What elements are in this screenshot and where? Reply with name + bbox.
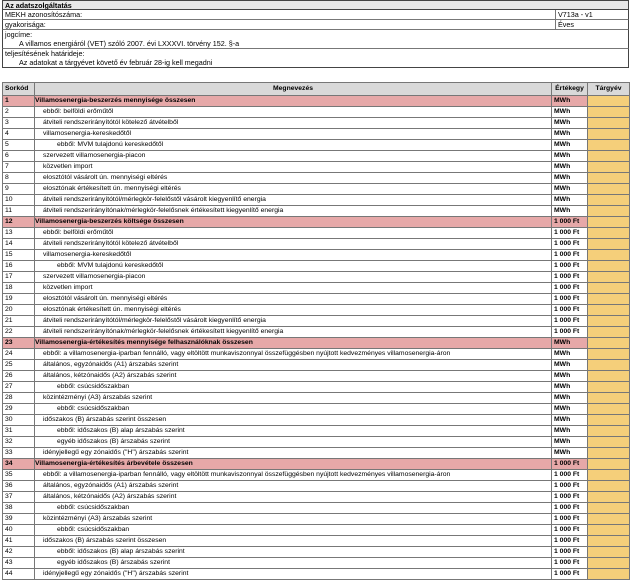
row-code: 4 <box>3 129 35 140</box>
row-code: 37 <box>3 492 35 503</box>
mekh-id-value: V713a - v1 <box>555 10 628 19</box>
row-code: 22 <box>3 327 35 338</box>
row-unit: MWh <box>552 349 588 360</box>
row-unit: 1 000 Ft <box>552 305 588 316</box>
table-group-row <box>3 217 630 228</box>
table-row <box>3 305 630 316</box>
table-row <box>3 195 630 206</box>
row-year-value-input[interactable] <box>588 470 630 481</box>
table-row <box>3 569 630 580</box>
row-year-value-input[interactable] <box>588 294 630 305</box>
row-year-value-input[interactable] <box>588 393 630 404</box>
table-row <box>3 558 630 569</box>
data-table <box>2 82 630 580</box>
row-year-value-input[interactable] <box>588 206 630 217</box>
row-year-value-input[interactable] <box>588 184 630 195</box>
table-row <box>3 118 630 129</box>
deadline-value: Az adatokat a tárgyévet követő év február 28-ig kell megadni <box>2 58 629 68</box>
row-year-value-input[interactable] <box>588 217 630 228</box>
row-year-value-input[interactable] <box>588 96 630 107</box>
row-name: ebből: MVM tulajdonú kereskedőtől <box>35 261 552 272</box>
row-unit: MWh <box>552 382 588 393</box>
row-code: 7 <box>3 162 35 173</box>
row-name: átviteli rendszerirányítótól/mérlegkör-felelőstől vásárolt kiegyenlítő energia <box>35 316 552 327</box>
row-name: ebből: a villamosenergia-iparban fennálló, vagy eltöltött munkaviszonnyal összefüggésben nyújtott kedvezményes villamosenergia-áron <box>35 470 552 481</box>
row-name: villamosenergia-kereskedőtől <box>35 250 552 261</box>
row-name: egyéb időszakos (B) árszabás szerint <box>35 558 552 569</box>
row-year-value-input[interactable] <box>588 569 630 580</box>
row-unit: MWh <box>552 107 588 118</box>
row-unit: MWh <box>552 118 588 129</box>
row-year-value-input[interactable] <box>588 426 630 437</box>
row-name: közintézményi (A3) árszabás szerint <box>35 514 552 525</box>
row-code: 42 <box>3 547 35 558</box>
row-unit: MWh <box>552 437 588 448</box>
row-year-value-input[interactable] <box>588 492 630 503</box>
row-year-value-input[interactable] <box>588 118 630 129</box>
row-year-value-input[interactable] <box>588 525 630 536</box>
row-unit: 1 000 Ft <box>552 283 588 294</box>
table-row <box>3 503 630 514</box>
row-year-value-input[interactable] <box>588 536 630 547</box>
row-code: 3 <box>3 118 35 129</box>
table-row <box>3 283 630 294</box>
frequency-label: gyakorisága: <box>5 20 46 29</box>
row-unit: MWh <box>552 448 588 459</box>
row-unit: MWh <box>552 96 588 107</box>
row-code: 40 <box>3 525 35 536</box>
row-name: időszakos (B) árszabás szerint összesen <box>35 415 552 426</box>
row-year-value-input[interactable] <box>588 129 630 140</box>
row-unit: 1 000 Ft <box>552 327 588 338</box>
row-unit: 1 000 Ft <box>552 525 588 536</box>
row-code: 2 <box>3 107 35 118</box>
row-code: 30 <box>3 415 35 426</box>
table-row <box>3 437 630 448</box>
table-row <box>3 151 630 162</box>
row-unit: MWh <box>552 206 588 217</box>
row-year-value-input[interactable] <box>588 195 630 206</box>
row-code: 27 <box>3 382 35 393</box>
row-name: ebből: a villamosenergia-iparban fennálló, vagy eltöltött munkaviszonnyal összefüggésben nyújtott kedvezményes villamosenergia-áron <box>35 349 552 360</box>
row-name: ebből: csúcsidőszakban <box>35 382 552 393</box>
row-year-value-input[interactable] <box>588 349 630 360</box>
row-name: ebből: csúcsidőszakban <box>35 404 552 415</box>
table-row <box>3 547 630 558</box>
table-group-row <box>3 96 630 107</box>
spacer <box>2 68 629 82</box>
row-name: idényjellegű egy zónaidős ("H") árszabás szerint <box>35 448 552 459</box>
row-name: átviteli rendszerirányítónak/mérlegkör-felelősnek értékesített kiegyenlítő energia <box>35 206 552 217</box>
row-year-value-input[interactable] <box>588 382 630 393</box>
table-row <box>3 415 630 426</box>
row-year-value-input[interactable] <box>588 140 630 151</box>
row-code: 32 <box>3 437 35 448</box>
row-code: 33 <box>3 448 35 459</box>
table-row <box>3 272 630 283</box>
row-code: 28 <box>3 393 35 404</box>
row-name: ebből: csúcsidőszakban <box>35 503 552 514</box>
row-unit: MWh <box>552 426 588 437</box>
table-row <box>3 129 630 140</box>
table-row <box>3 492 630 503</box>
row-unit: 1 000 Ft <box>552 547 588 558</box>
row-code: 24 <box>3 349 35 360</box>
row-name: elosztótól vásárolt ún. mennyiségi eltérés <box>35 294 552 305</box>
row-name: átviteli rendszerirányítónak/mérlegkör-felelősnek értékesített kiegyenlítő energia <box>35 327 552 338</box>
row-name: elosztónak értékesített ún. mennyiségi eltérés <box>35 305 552 316</box>
row-unit: 1 000 Ft <box>552 294 588 305</box>
row-year-value-input[interactable] <box>588 228 630 239</box>
table-row <box>3 250 630 261</box>
row-name: szervezett villamosenergia-piacon <box>35 151 552 162</box>
row-unit: 1 000 Ft <box>552 503 588 514</box>
row-name: közvetlen import <box>35 162 552 173</box>
row-name: idényjellegű egy zónaidős ("H") árszabás szerint <box>35 569 552 580</box>
row-code: 15 <box>3 250 35 261</box>
row-code: 19 <box>3 294 35 305</box>
row-unit: 1 000 Ft <box>552 569 588 580</box>
table-row <box>3 239 630 250</box>
row-code: 44 <box>3 569 35 580</box>
row-year-value-input[interactable] <box>588 283 630 294</box>
frequency-row <box>2 20 629 30</box>
row-unit: 1 000 Ft <box>552 217 588 228</box>
row-year-value-input[interactable] <box>588 327 630 338</box>
row-unit: MWh <box>552 393 588 404</box>
row-name: elosztónak értékesített ún. mennyiségi eltérés <box>35 184 552 195</box>
row-code: 5 <box>3 140 35 151</box>
column-header-unit: Értékegy <box>552 83 588 96</box>
table-row <box>3 382 630 393</box>
table-row <box>3 536 630 547</box>
row-name: elosztótól vásárolt ún. mennyiségi eltérés <box>35 173 552 184</box>
row-name: szervezett villamosenergia-piacon <box>35 272 552 283</box>
table-row <box>3 162 630 173</box>
table-row <box>3 206 630 217</box>
row-year-value-input[interactable] <box>588 371 630 382</box>
table-row <box>3 294 630 305</box>
frequency-value: Éves <box>555 20 628 29</box>
row-code: 38 <box>3 503 35 514</box>
row-code: 31 <box>3 426 35 437</box>
row-name: ebből: MVM tulajdonú kereskedőtől <box>35 140 552 151</box>
row-year-value-input[interactable] <box>588 415 630 426</box>
row-name: ebből: belföldi erőműtől <box>35 107 552 118</box>
row-unit: MWh <box>552 371 588 382</box>
row-unit: MWh <box>552 415 588 426</box>
row-unit: 1 000 Ft <box>552 514 588 525</box>
row-year-value-input[interactable] <box>588 437 630 448</box>
row-year-value-input[interactable] <box>588 151 630 162</box>
row-code: 10 <box>3 195 35 206</box>
legal-basis-label: jogcíme: <box>2 30 629 39</box>
column-header-name: Megnevezés <box>35 83 552 96</box>
row-unit: 1 000 Ft <box>552 492 588 503</box>
row-name: átviteli rendszerirányítótól/mérlegkör-felelőstől vásárolt kiegyenlítő energia <box>35 195 552 206</box>
row-year-value-input[interactable] <box>588 360 630 371</box>
table-row <box>3 514 630 525</box>
row-code: 36 <box>3 481 35 492</box>
row-code: 8 <box>3 173 35 184</box>
row-unit: MWh <box>552 195 588 206</box>
row-code: 21 <box>3 316 35 327</box>
column-header-year: Tárgyév <box>588 83 630 96</box>
table-row <box>3 228 630 239</box>
deadline-label: teljesítésének határideje: <box>2 49 629 58</box>
column-header-code: Sorkód <box>3 83 35 96</box>
row-name: egyéb időszakos (B) árszabás szerint <box>35 437 552 448</box>
row-code: 6 <box>3 151 35 162</box>
row-name: Villamosenergia-értékesítés árbevétele összesen <box>35 459 552 470</box>
row-name: időszakos (B) árszabás szerint összesen <box>35 536 552 547</box>
row-code: 20 <box>3 305 35 316</box>
row-unit: MWh <box>552 162 588 173</box>
table-row <box>3 327 630 338</box>
row-unit: MWh <box>552 129 588 140</box>
row-name: közintézményi (A3) árszabás szerint <box>35 393 552 404</box>
row-year-value-input[interactable] <box>588 448 630 459</box>
row-year-value-input[interactable] <box>588 503 630 514</box>
table-row <box>3 470 630 481</box>
table-row <box>3 371 630 382</box>
row-unit: 1 000 Ft <box>552 261 588 272</box>
row-unit: 1 000 Ft <box>552 481 588 492</box>
row-name: ebből: csúcsidőszakban <box>35 525 552 536</box>
row-year-value-input[interactable] <box>588 162 630 173</box>
row-name: átviteli rendszerirányítótól kötelező átvételből <box>35 239 552 250</box>
row-code: 12 <box>3 217 35 228</box>
row-unit: 1 000 Ft <box>552 272 588 283</box>
row-unit: 1 000 Ft <box>552 228 588 239</box>
row-code: 26 <box>3 371 35 382</box>
row-year-value-input[interactable] <box>588 316 630 327</box>
row-code: 34 <box>3 459 35 470</box>
row-year-value-input[interactable] <box>588 404 630 415</box>
table-row <box>3 349 630 360</box>
row-year-value-input[interactable] <box>588 173 630 184</box>
row-unit: MWh <box>552 404 588 415</box>
row-year-value-input[interactable] <box>588 239 630 250</box>
row-code: 25 <box>3 360 35 371</box>
table-row <box>3 404 630 415</box>
row-name: ebből: belföldi erőműtől <box>35 228 552 239</box>
row-code: 9 <box>3 184 35 195</box>
row-name: általános, kétzónaidős (A2) árszabás szerint <box>35 492 552 503</box>
row-name: ebből: időszakos (B) alap árszabás szerint <box>35 426 552 437</box>
row-code: 39 <box>3 514 35 525</box>
row-year-value-input[interactable] <box>588 272 630 283</box>
table-row <box>3 316 630 327</box>
mekh-id-row <box>2 10 629 20</box>
row-code: 17 <box>3 272 35 283</box>
row-code: 23 <box>3 338 35 349</box>
table-row <box>3 360 630 371</box>
row-code: 16 <box>3 261 35 272</box>
row-unit: MWh <box>552 338 588 349</box>
table-row <box>3 481 630 492</box>
row-name: Villamosenergia-beszerzés költsége összesen <box>35 217 552 228</box>
table-header-row <box>3 83 630 96</box>
row-year-value-input[interactable] <box>588 261 630 272</box>
row-year-value-input[interactable] <box>588 250 630 261</box>
row-unit: MWh <box>552 184 588 195</box>
row-year-value-input[interactable] <box>588 514 630 525</box>
row-name: közvetlen import <box>35 283 552 294</box>
legal-basis-value: A villamos energiáról (VET) szóló 2007. évi LXXXVI. törvény 152. §-a <box>2 39 629 49</box>
row-name: általános, kétzónaidős (A2) árszabás szerint <box>35 371 552 382</box>
row-unit: MWh <box>552 140 588 151</box>
row-unit: 1 000 Ft <box>552 250 588 261</box>
row-name: általános, egyzónaidős (A1) árszabás szerint <box>35 481 552 492</box>
row-name: Villamosenergia-beszerzés mennyisége összesen <box>35 96 552 107</box>
row-code: 14 <box>3 239 35 250</box>
row-year-value-input[interactable] <box>588 558 630 569</box>
table-row <box>3 261 630 272</box>
row-name: Villamosenergia-értékesítés mennyisége felhasználóknak összesen <box>35 338 552 349</box>
row-year-value-input[interactable] <box>588 305 630 316</box>
row-unit: 1 000 Ft <box>552 470 588 481</box>
row-code: 18 <box>3 283 35 294</box>
table-group-row <box>3 459 630 470</box>
row-code: 41 <box>3 536 35 547</box>
row-unit: MWh <box>552 151 588 162</box>
table-row <box>3 173 630 184</box>
table-group-row <box>3 338 630 349</box>
row-unit: 1 000 Ft <box>552 239 588 250</box>
row-unit: 1 000 Ft <box>552 536 588 547</box>
row-year-value-input[interactable] <box>588 107 630 118</box>
row-unit: MWh <box>552 360 588 371</box>
table-row <box>3 393 630 404</box>
table-row <box>3 525 630 536</box>
row-name: ebből: időszakos (B) alap árszabás szerint <box>35 547 552 558</box>
row-code: 11 <box>3 206 35 217</box>
row-unit: MWh <box>552 173 588 184</box>
row-unit: 1 000 Ft <box>552 316 588 327</box>
row-year-value-input[interactable] <box>588 547 630 558</box>
row-code: 1 <box>3 96 35 107</box>
table-row <box>3 426 630 437</box>
row-name: átviteli rendszerirányítótól kötelező átvételből <box>35 118 552 129</box>
table-row <box>3 140 630 151</box>
table-row <box>3 107 630 118</box>
data-sheet <box>2 0 629 580</box>
row-unit: 1 000 Ft <box>552 558 588 569</box>
row-name: villamosenergia-kereskedőtől <box>35 129 552 140</box>
row-code: 35 <box>3 470 35 481</box>
row-year-value-input[interactable] <box>588 481 630 492</box>
row-name: általános, egyzónaidős (A1) árszabás szerint <box>35 360 552 371</box>
row-year-value-input[interactable] <box>588 459 630 470</box>
sheet-title: Az adatszolgáltatás <box>2 0 629 10</box>
row-code: 13 <box>3 228 35 239</box>
row-year-value-input[interactable] <box>588 338 630 349</box>
row-code: 43 <box>3 558 35 569</box>
table-row <box>3 448 630 459</box>
table-row <box>3 184 630 195</box>
row-unit: 1 000 Ft <box>552 459 588 470</box>
row-code: 29 <box>3 404 35 415</box>
mekh-id-label: MEKH azonosítószáma: <box>5 10 83 19</box>
